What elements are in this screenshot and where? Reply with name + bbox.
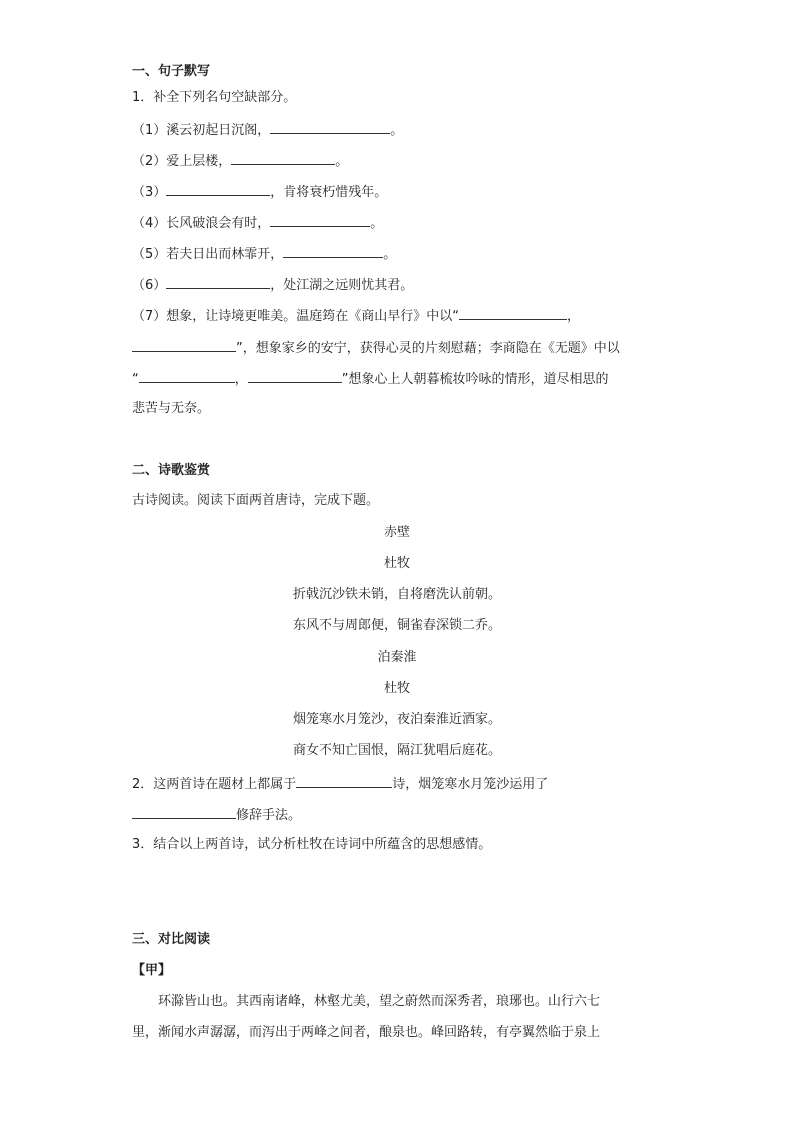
q1-item-1: （1）溪云初起日沉阁， 。	[132, 120, 403, 140]
passage-label: 【甲】	[132, 963, 172, 978]
q1-item-3: （3） ，肯将衰朽惜残年。	[132, 182, 387, 202]
answer-blank[interactable]	[270, 213, 370, 227]
poem2-title: 泊秦淮	[377, 650, 417, 665]
answer-blank[interactable]	[132, 805, 236, 819]
q1-item-7-line2: ”，想象家乡的安宁，获得心灵的片刻慰藉；李商隐在《无题》中以	[132, 338, 620, 358]
answer-blank[interactable]	[270, 120, 390, 134]
passage-line: 里，渐闻水声潺潺，而泻出于两峰之间者，酿泉也。峰回路转，有亭翼然临于泉上	[132, 1025, 601, 1040]
q1-item-6: （6） ，处江湖之远则忧其君。	[132, 275, 413, 295]
q1-item-5: （5）若夫日出而林霏开， 。	[132, 244, 396, 264]
section1-title: 一、句子默写	[132, 64, 211, 79]
section3-title: 三、对比阅读	[132, 932, 211, 947]
section2-title: 二、诗歌鉴赏	[132, 463, 211, 478]
answer-blank[interactable]	[283, 244, 383, 258]
poem2-line: 商女不知亡国恨，隔江犹唱后庭花。	[292, 743, 501, 758]
poem2-line: 烟笼寒水月笼沙，夜泊秦淮近酒家。	[292, 712, 501, 727]
poem2-author: 杜牧	[383, 681, 410, 696]
answer-blank[interactable]	[166, 182, 270, 196]
poem1-title: 赤壁	[383, 525, 410, 540]
q1-item-4: （4）长风破浪会有时， 。	[132, 213, 383, 233]
answer-blank[interactable]	[459, 306, 567, 320]
question1-stem: 1．补全下列名句空缺部分。	[132, 90, 297, 105]
q1-item-2: （2）爱上层楼， 。	[132, 151, 348, 171]
question2-line1: 2．这两首诗在题材上都属于 诗，烟笼寒水月笼沙运用了	[132, 774, 548, 794]
question3: 3．结合以上两首诗，试分析杜牧在诗词中所蕴含的思想感情。	[132, 837, 492, 852]
poem1-line: 折戟沉沙铁未销，自将磨洗认前朝。	[292, 587, 501, 602]
poetry-intro: 古诗阅读。阅读下面两首唐诗，完成下题。	[132, 493, 380, 508]
passage-line: 环滁皆山也。其西南诸峰，林壑尤美，望之蔚然而深秀者，琅琊也。山行六七	[158, 994, 601, 1009]
answer-blank[interactable]	[296, 774, 392, 788]
answer-blank[interactable]	[139, 369, 235, 383]
q1-item-7-line3: “ ， ”想象心上人朝暮梳妆吟咏的情形，道尽相思的	[132, 369, 609, 389]
q1-item-7-line4: 悲苦与无奈。	[132, 401, 211, 416]
poem1-author: 杜牧	[383, 556, 410, 571]
answer-blank[interactable]	[132, 338, 236, 352]
answer-blank[interactable]	[166, 275, 270, 289]
poem1-line: 东风不与周郎便，铜雀春深锁二乔。	[292, 618, 501, 633]
answer-blank[interactable]	[248, 369, 342, 383]
q1-item-7-line1: （7）想象，让诗境更唯美。温庭筠在《商山早行》中以“ ，	[132, 306, 580, 326]
answer-blank[interactable]	[231, 151, 335, 165]
question2-line2: 修辞手法。	[132, 805, 301, 825]
